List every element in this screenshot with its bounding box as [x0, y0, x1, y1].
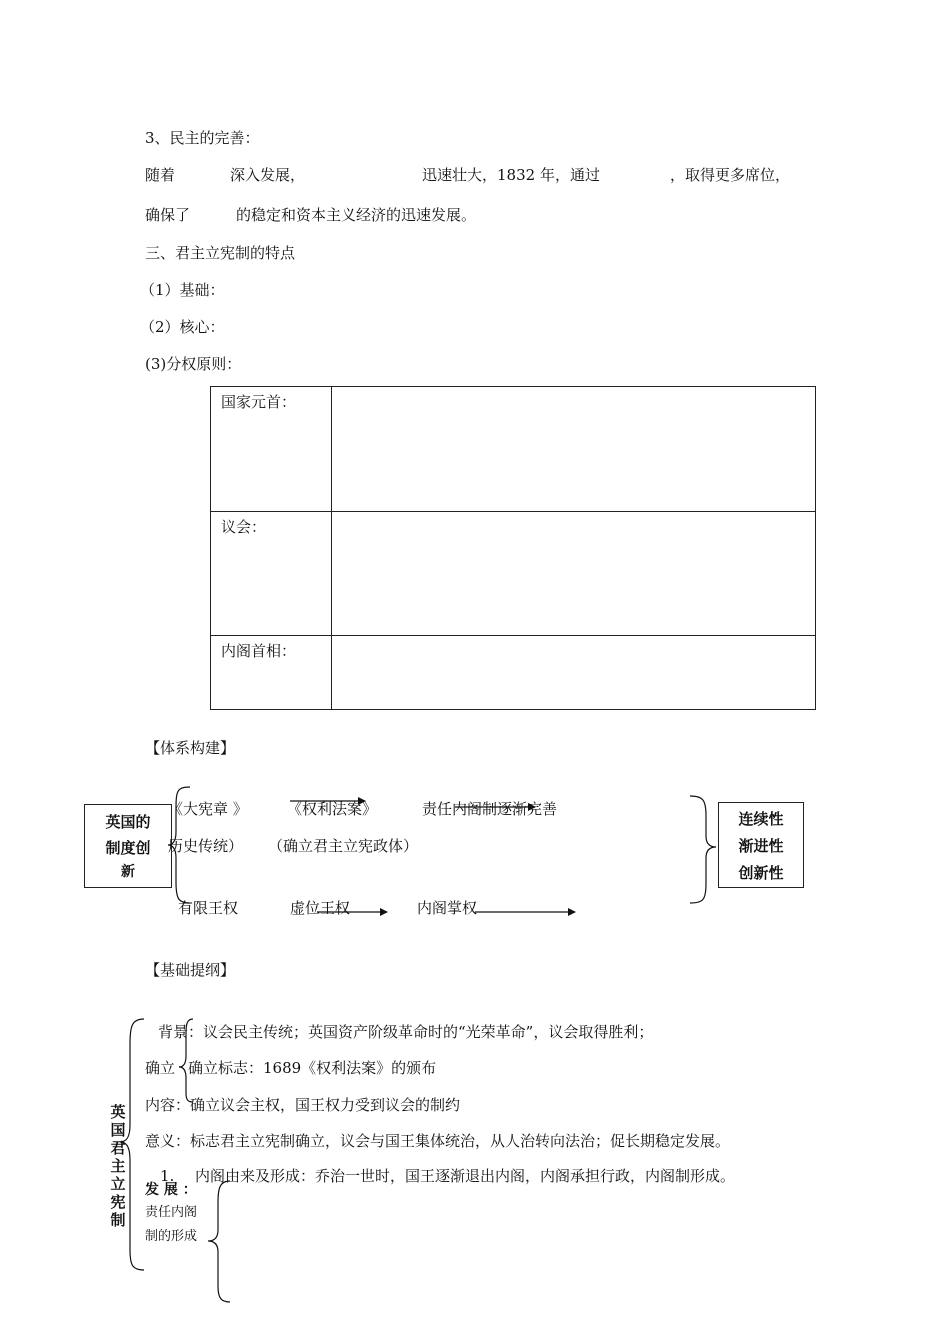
establish-mark: 确立标志：1689《权利法案》的颁布: [188, 1059, 437, 1077]
trait-gradual: 渐进性: [738, 837, 784, 855]
vertical-char: 主: [110, 1157, 126, 1175]
system-heading: 【体系构建】: [145, 739, 236, 757]
basis-label: （1）基础：: [140, 281, 225, 299]
box-line: 制度创: [105, 839, 151, 857]
dev-item-number: 1.: [160, 1167, 175, 1185]
vertical-char: 君: [110, 1139, 126, 1157]
constitutional-establish: （确立君主立宪政体）: [268, 837, 419, 855]
limited-monarchy: 有限王权: [178, 899, 239, 917]
vertical-char: 立: [110, 1175, 126, 1193]
fill-text: ，取得更多席位，: [670, 166, 791, 184]
outline-meaning: 意义：标志君主立宪制确立，议会与国王集体统治，从人治转向法治；促长期稳定发展。: [145, 1132, 731, 1150]
fill-text: 迅速壮大，1832 年，通过: [422, 166, 600, 184]
vertical-char: 制: [110, 1211, 126, 1229]
core-label: （2）核心：: [140, 318, 225, 336]
dev-item-text: 内阁由来及形成：乔治一世时，国王逐渐退出内阁，内阁承担行政，内阁制形成。: [195, 1167, 736, 1185]
outline-content: 内容：确立议会主权，国王权力受到议会的制约: [145, 1096, 461, 1114]
features-title: 三、君主立宪制的特点: [145, 244, 296, 262]
trait-continuity: 连续性: [738, 810, 784, 828]
brace-right: [690, 796, 716, 903]
box-line: 新: [121, 864, 135, 880]
historical-tradition: 历史传统）: [168, 837, 244, 855]
establish-label: 确立: [145, 1059, 176, 1077]
cabinet-perfected: 责任内阁制逐渐完善: [422, 800, 558, 818]
dev-sub-line: 责任内阁: [145, 1205, 198, 1220]
brace-left: [168, 787, 190, 903]
prime-minister-label: 内阁首相：: [211, 636, 332, 710]
dev-sub-line: 制的形成: [145, 1229, 198, 1244]
nominal-monarchy: 虚位王权: [290, 899, 351, 917]
vertical-char: 国: [110, 1121, 126, 1139]
trait-innovation: 创新性: [738, 864, 784, 882]
separation-label: (3)分权原则：: [145, 355, 242, 373]
fill-text: 深入发展，: [230, 166, 306, 184]
section-title: 3、民主的完善：: [145, 129, 260, 147]
fill-text: 的稳定和资本主义经济的迅速发展。: [236, 206, 477, 224]
magna-carta: 《大宪章 》: [168, 800, 248, 818]
brace-establish: [179, 1019, 193, 1102]
fill-text: 确保了: [145, 206, 191, 224]
parliament-label: 议会：: [211, 512, 332, 636]
development-label: 发 展 ：: [145, 1182, 197, 1198]
brace-development: [208, 1181, 230, 1302]
outline-heading: 【基础提纲】: [145, 961, 236, 979]
vertical-char: 英: [110, 1103, 126, 1121]
cabinet-power: 内阁掌权: [417, 899, 478, 917]
box-line: 英国的: [105, 813, 151, 831]
head-of-state-label: 国家元首：: [211, 387, 332, 512]
brace-outline: [120, 1019, 144, 1270]
outline-background: 背景：议会民主传统；英国资产阶级革命时的“光荣革命”，议会取得胜利；: [158, 1023, 654, 1041]
fill-text: 随着: [145, 166, 176, 184]
vertical-char: 宪: [110, 1193, 126, 1211]
bill-of-rights: 《权利法案》: [287, 800, 378, 818]
